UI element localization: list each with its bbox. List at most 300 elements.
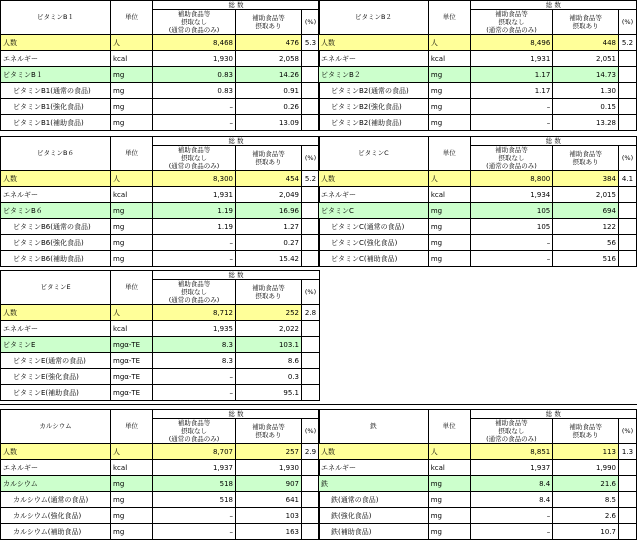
value-pct bbox=[302, 219, 320, 235]
row-label: カルシウム(強化食品) bbox=[1, 508, 111, 524]
value-without: – bbox=[153, 99, 236, 115]
value-pct bbox=[618, 83, 636, 99]
col-with-header: 補助食品等 摂取あり bbox=[553, 10, 619, 35]
value-without: 105 bbox=[470, 203, 553, 219]
value-with: 103 bbox=[236, 508, 302, 524]
value-pct bbox=[618, 460, 636, 476]
table-row bbox=[1, 524, 320, 540]
value-with: 454 bbox=[236, 171, 302, 187]
value-without: 1.19 bbox=[153, 203, 236, 219]
value-with: 10.7 bbox=[553, 524, 619, 540]
table-row bbox=[319, 460, 637, 476]
row-label: ビタミンB１ bbox=[1, 67, 111, 83]
table-row bbox=[1, 67, 320, 83]
row-unit: mg bbox=[111, 83, 153, 99]
value-with: 476 bbox=[236, 35, 302, 51]
table-row bbox=[319, 35, 637, 51]
table-title: ビタミンC bbox=[319, 137, 429, 171]
col-without-header: 補助食品等 摂取なし (通常の食品のみ) bbox=[153, 280, 236, 305]
col-pct-header: (%) bbox=[618, 419, 636, 444]
row-label: ビタミンB2(通常の食品) bbox=[319, 83, 429, 99]
col-without-header: 補助食品等 摂取なし (通常の食品のみ) bbox=[470, 146, 553, 171]
value-pct bbox=[302, 115, 320, 131]
row-label: エネルギー bbox=[1, 51, 111, 67]
value-without: 8,496 bbox=[470, 35, 553, 51]
table-row bbox=[319, 115, 637, 131]
value-without: 8.4 bbox=[470, 492, 553, 508]
table-row bbox=[1, 305, 320, 321]
table-row bbox=[1, 337, 320, 353]
row-label: ビタミンE(補助食品) bbox=[1, 385, 111, 401]
value-with: 0.26 bbox=[236, 99, 302, 115]
row-unit: kcal bbox=[111, 460, 153, 476]
value-pct bbox=[302, 51, 320, 67]
value-pct bbox=[302, 524, 320, 540]
row-unit: mgα-TE bbox=[111, 337, 153, 353]
value-pct: 2.8 bbox=[302, 305, 320, 321]
row-unit: mg bbox=[111, 203, 153, 219]
row-unit: mg bbox=[428, 492, 470, 508]
value-pct bbox=[618, 203, 636, 219]
table-row bbox=[319, 444, 637, 460]
value-with: 13.28 bbox=[553, 115, 619, 131]
value-pct: 5.2 bbox=[302, 171, 320, 187]
value-with: 14.26 bbox=[236, 67, 302, 83]
table-row bbox=[319, 492, 637, 508]
unit-header: 単位 bbox=[428, 1, 470, 35]
row-label: ビタミンE bbox=[1, 337, 111, 353]
table-row bbox=[1, 51, 320, 67]
col-with-header: 補助食品等 摂取あり bbox=[236, 280, 302, 305]
unit-header: 単位 bbox=[428, 137, 470, 171]
value-with: 113 bbox=[553, 444, 619, 460]
row-label: 人数 bbox=[1, 35, 111, 51]
row-label: カルシウム(補助食品) bbox=[1, 524, 111, 540]
value-pct bbox=[302, 337, 320, 353]
row-label: カルシウム(通常の食品) bbox=[1, 492, 111, 508]
col-with-header: 補助食品等 摂取あり bbox=[236, 419, 302, 444]
row-unit: mg bbox=[428, 67, 470, 83]
value-without: – bbox=[153, 235, 236, 251]
value-pct bbox=[302, 187, 320, 203]
col-without-header: 補助食品等 摂取なし (通常の食品のみ) bbox=[153, 10, 236, 35]
value-with: 2,022 bbox=[236, 321, 302, 337]
value-without: 8.3 bbox=[153, 337, 236, 353]
row-label: 人数 bbox=[1, 305, 111, 321]
value-with: 122 bbox=[553, 219, 619, 235]
value-pct bbox=[302, 251, 320, 267]
value-without: – bbox=[153, 251, 236, 267]
row-unit: mgα-TE bbox=[111, 353, 153, 369]
value-with: 163 bbox=[236, 524, 302, 540]
unit-header: 単位 bbox=[428, 410, 470, 444]
value-with: 2,015 bbox=[553, 187, 619, 203]
row-label: ビタミンB６ bbox=[1, 203, 111, 219]
value-pct: 2.9 bbox=[302, 444, 320, 460]
unit-header: 単位 bbox=[111, 410, 153, 444]
value-pct bbox=[302, 385, 320, 401]
row-unit: mg bbox=[428, 83, 470, 99]
table-row bbox=[319, 203, 637, 219]
col-with-header: 補助食品等 摂取あり bbox=[553, 419, 619, 444]
row-unit: 人 bbox=[428, 171, 470, 187]
value-with: 56 bbox=[553, 235, 619, 251]
value-without: – bbox=[153, 369, 236, 385]
row-label: ビタミンB1(通常の食品) bbox=[1, 83, 111, 99]
table-row bbox=[1, 321, 320, 337]
value-without: 1,934 bbox=[470, 187, 553, 203]
table-row bbox=[319, 251, 637, 267]
col-without-header: 補助食品等 摂取なし (通常の食品のみ) bbox=[153, 419, 236, 444]
col-without-header: 補助食品等 摂取なし (通常の食品のみ) bbox=[153, 146, 236, 171]
value-with: 14.73 bbox=[553, 67, 619, 83]
row-unit: mg bbox=[111, 115, 153, 131]
row-label: ビタミンC bbox=[319, 203, 429, 219]
nutrient-table bbox=[0, 0, 320, 131]
row-label: エネルギー bbox=[319, 460, 429, 476]
value-with: 1.27 bbox=[236, 219, 302, 235]
unit-header: 単位 bbox=[111, 137, 153, 171]
row-label: エネルギー bbox=[1, 460, 111, 476]
value-pct bbox=[618, 67, 636, 83]
table-row bbox=[1, 35, 320, 51]
col-pct-header: (%) bbox=[302, 10, 320, 35]
row-unit: mg bbox=[428, 524, 470, 540]
value-with: 252 bbox=[236, 305, 302, 321]
value-without: 8,707 bbox=[153, 444, 236, 460]
row-unit: mg bbox=[428, 235, 470, 251]
value-with: 907 bbox=[236, 476, 302, 492]
value-without: 1,935 bbox=[153, 321, 236, 337]
row-label: ビタミンC(補助食品) bbox=[319, 251, 429, 267]
table-row bbox=[1, 476, 320, 492]
value-pct bbox=[618, 508, 636, 524]
value-pct bbox=[618, 251, 636, 267]
col-pct-header: (%) bbox=[618, 146, 636, 171]
row-unit: kcal bbox=[111, 187, 153, 203]
row-label: ビタミンC(通常の食品) bbox=[319, 219, 429, 235]
row-label: エネルギー bbox=[1, 321, 111, 337]
table-title: 鉄 bbox=[319, 410, 429, 444]
value-without: 1,931 bbox=[470, 51, 553, 67]
section-divider bbox=[0, 404, 637, 405]
value-without: – bbox=[470, 115, 553, 131]
row-unit: 人 bbox=[111, 305, 153, 321]
nutrient-table bbox=[318, 409, 637, 540]
value-with: 0.91 bbox=[236, 83, 302, 99]
value-without: – bbox=[470, 99, 553, 115]
row-label: ビタミンE(強化食品) bbox=[1, 369, 111, 385]
table-row bbox=[1, 385, 320, 401]
row-label: 鉄(補助食品) bbox=[319, 524, 429, 540]
table-row bbox=[1, 83, 320, 99]
table-row bbox=[1, 251, 320, 267]
col-without-header: 補助食品等 摂取なし (通常の食品のみ) bbox=[470, 419, 553, 444]
value-with: 694 bbox=[553, 203, 619, 219]
value-with: 0.27 bbox=[236, 235, 302, 251]
col-pct-header: (%) bbox=[618, 10, 636, 35]
row-label: ビタミンB２ bbox=[319, 67, 429, 83]
total-header: 総 数 bbox=[153, 1, 320, 10]
table-row bbox=[1, 508, 320, 524]
value-without: 1,930 bbox=[153, 51, 236, 67]
value-without: 8.4 bbox=[470, 476, 553, 492]
value-without: 0.83 bbox=[153, 83, 236, 99]
table-title: ビタミンB１ bbox=[1, 1, 111, 35]
row-unit: mg bbox=[111, 492, 153, 508]
value-without: – bbox=[153, 508, 236, 524]
nutrient-table bbox=[318, 136, 637, 267]
value-pct bbox=[302, 353, 320, 369]
table-row bbox=[1, 460, 320, 476]
row-label: ビタミンB6(強化食品) bbox=[1, 235, 111, 251]
table-row bbox=[319, 508, 637, 524]
total-header: 総 数 bbox=[470, 1, 636, 10]
unit-header: 単位 bbox=[111, 271, 153, 305]
value-without: – bbox=[153, 115, 236, 131]
col-pct-header: (%) bbox=[302, 419, 320, 444]
value-pct bbox=[618, 492, 636, 508]
row-label: ビタミンE(通常の食品) bbox=[1, 353, 111, 369]
value-without: 518 bbox=[153, 492, 236, 508]
row-unit: 人 bbox=[111, 444, 153, 460]
row-unit: mg bbox=[428, 508, 470, 524]
value-without: 1.17 bbox=[470, 67, 553, 83]
table-title: ビタミンB２ bbox=[319, 1, 429, 35]
value-pct bbox=[618, 51, 636, 67]
table-row bbox=[319, 171, 637, 187]
total-header: 総 数 bbox=[470, 410, 636, 419]
row-unit: 人 bbox=[111, 171, 153, 187]
row-label: 人数 bbox=[1, 171, 111, 187]
value-without: 1.17 bbox=[470, 83, 553, 99]
table-row bbox=[319, 235, 637, 251]
value-with: 448 bbox=[553, 35, 619, 51]
row-label: ビタミンB6(補助食品) bbox=[1, 251, 111, 267]
value-pct bbox=[302, 67, 320, 83]
value-without: – bbox=[470, 508, 553, 524]
value-without: 1.19 bbox=[153, 219, 236, 235]
table-row bbox=[1, 369, 320, 385]
value-without: 8,300 bbox=[153, 171, 236, 187]
row-label: ビタミンB2(強化食品) bbox=[319, 99, 429, 115]
value-with: 16.96 bbox=[236, 203, 302, 219]
nutrient-table bbox=[318, 0, 637, 131]
value-with: 103.1 bbox=[236, 337, 302, 353]
value-pct bbox=[302, 203, 320, 219]
col-pct-header: (%) bbox=[302, 280, 320, 305]
row-unit: 人 bbox=[428, 444, 470, 460]
col-with-header: 補助食品等 摂取あり bbox=[236, 146, 302, 171]
row-unit: mg bbox=[428, 219, 470, 235]
value-pct: 5.2 bbox=[618, 35, 636, 51]
table-row bbox=[1, 444, 320, 460]
value-without: 518 bbox=[153, 476, 236, 492]
value-with: 95.1 bbox=[236, 385, 302, 401]
value-without: – bbox=[470, 235, 553, 251]
table-row bbox=[1, 99, 320, 115]
unit-header: 単位 bbox=[111, 1, 153, 35]
nutrient-table bbox=[0, 136, 320, 267]
row-label: ビタミンB2(補助食品) bbox=[319, 115, 429, 131]
row-label: 人数 bbox=[319, 444, 429, 460]
value-pct: 5.3 bbox=[302, 35, 320, 51]
value-with: 2,058 bbox=[236, 51, 302, 67]
row-label: ビタミンB1(補助食品) bbox=[1, 115, 111, 131]
row-label: 人数 bbox=[319, 171, 429, 187]
table-title: ビタミンB６ bbox=[1, 137, 111, 171]
value-without: 8.3 bbox=[153, 353, 236, 369]
total-header: 総 数 bbox=[470, 137, 636, 146]
value-without: – bbox=[470, 524, 553, 540]
table-title: ビタミンE bbox=[1, 271, 111, 305]
total-header: 総 数 bbox=[153, 137, 320, 146]
value-without: 8,851 bbox=[470, 444, 553, 460]
total-header: 総 数 bbox=[153, 271, 320, 280]
value-pct bbox=[618, 524, 636, 540]
value-with: 384 bbox=[553, 171, 619, 187]
value-pct bbox=[618, 115, 636, 131]
row-unit: mg bbox=[428, 476, 470, 492]
value-with: 1.30 bbox=[553, 83, 619, 99]
value-pct bbox=[618, 235, 636, 251]
table-row bbox=[319, 219, 637, 235]
value-with: 13.09 bbox=[236, 115, 302, 131]
row-label: 人数 bbox=[319, 35, 429, 51]
value-without: – bbox=[470, 251, 553, 267]
value-without: 1,937 bbox=[470, 460, 553, 476]
value-pct bbox=[302, 99, 320, 115]
value-with: 1,930 bbox=[236, 460, 302, 476]
row-label: エネルギー bbox=[319, 187, 429, 203]
value-without: 1,931 bbox=[153, 187, 236, 203]
total-header: 総 数 bbox=[153, 410, 320, 419]
row-unit: mg bbox=[111, 219, 153, 235]
value-with: 2.6 bbox=[553, 508, 619, 524]
table-row bbox=[319, 83, 637, 99]
row-label: エネルギー bbox=[319, 51, 429, 67]
nutrient-table bbox=[0, 409, 320, 540]
table-row bbox=[1, 115, 320, 131]
table-row bbox=[319, 476, 637, 492]
row-unit: mg bbox=[111, 476, 153, 492]
row-unit: mg bbox=[111, 67, 153, 83]
table-row bbox=[319, 67, 637, 83]
row-unit: 人 bbox=[428, 35, 470, 51]
col-with-header: 補助食品等 摂取あり bbox=[553, 146, 619, 171]
row-unit: mg bbox=[111, 508, 153, 524]
table-row bbox=[1, 492, 320, 508]
row-unit: mg bbox=[111, 524, 153, 540]
value-pct bbox=[618, 187, 636, 203]
table-row bbox=[1, 203, 320, 219]
value-with: 15.42 bbox=[236, 251, 302, 267]
row-unit: kcal bbox=[428, 187, 470, 203]
row-label: エネルギー bbox=[1, 187, 111, 203]
value-pct: 1.3 bbox=[618, 444, 636, 460]
value-without: 8,712 bbox=[153, 305, 236, 321]
value-with: 1,990 bbox=[553, 460, 619, 476]
value-pct bbox=[618, 476, 636, 492]
row-label: 鉄 bbox=[319, 476, 429, 492]
value-with: 2,049 bbox=[236, 187, 302, 203]
table-row bbox=[319, 51, 637, 67]
table-row bbox=[1, 219, 320, 235]
value-with: 0.3 bbox=[236, 369, 302, 385]
value-with: 516 bbox=[553, 251, 619, 267]
value-with: 8.5 bbox=[553, 492, 619, 508]
value-pct bbox=[302, 476, 320, 492]
table-row bbox=[1, 171, 320, 187]
col-with-header: 補助食品等 摂取あり bbox=[236, 10, 302, 35]
value-with: 21.6 bbox=[553, 476, 619, 492]
table-row bbox=[319, 524, 637, 540]
row-unit: mg bbox=[428, 115, 470, 131]
value-without: 105 bbox=[470, 219, 553, 235]
table-title: カルシウム bbox=[1, 410, 111, 444]
value-with: 641 bbox=[236, 492, 302, 508]
row-unit: 人 bbox=[111, 35, 153, 51]
value-pct bbox=[618, 99, 636, 115]
value-pct bbox=[302, 321, 320, 337]
row-unit: mg bbox=[428, 203, 470, 219]
row-label: ビタミンB1(強化食品) bbox=[1, 99, 111, 115]
value-pct: 4.1 bbox=[618, 171, 636, 187]
row-label: 人数 bbox=[1, 444, 111, 460]
value-with: 0.15 bbox=[553, 99, 619, 115]
value-pct bbox=[302, 460, 320, 476]
value-without: – bbox=[153, 385, 236, 401]
value-without: 1,937 bbox=[153, 460, 236, 476]
value-pct bbox=[302, 508, 320, 524]
row-unit: kcal bbox=[428, 51, 470, 67]
row-unit: mgα-TE bbox=[111, 369, 153, 385]
value-without: 8,468 bbox=[153, 35, 236, 51]
table-row bbox=[1, 235, 320, 251]
value-pct bbox=[302, 492, 320, 508]
row-unit: mg bbox=[111, 251, 153, 267]
table-row bbox=[1, 187, 320, 203]
value-without: 8,800 bbox=[470, 171, 553, 187]
row-label: 鉄(強化食品) bbox=[319, 508, 429, 524]
value-without: 0.83 bbox=[153, 67, 236, 83]
table-row bbox=[319, 187, 637, 203]
row-unit: mg bbox=[428, 251, 470, 267]
col-pct-header: (%) bbox=[302, 146, 320, 171]
row-unit: mg bbox=[111, 235, 153, 251]
row-label: 鉄(通常の食品) bbox=[319, 492, 429, 508]
value-with: 8.6 bbox=[236, 353, 302, 369]
row-unit: mg bbox=[111, 99, 153, 115]
value-pct bbox=[302, 235, 320, 251]
row-unit: kcal bbox=[428, 460, 470, 476]
row-unit: mg bbox=[428, 99, 470, 115]
value-with: 257 bbox=[236, 444, 302, 460]
row-unit: mgα-TE bbox=[111, 385, 153, 401]
row-label: ビタミンC(強化食品) bbox=[319, 235, 429, 251]
value-without: – bbox=[153, 524, 236, 540]
table-row bbox=[319, 99, 637, 115]
table-row bbox=[1, 353, 320, 369]
row-unit: kcal bbox=[111, 321, 153, 337]
col-without-header: 補助食品等 摂取なし (通常の食品のみ) bbox=[470, 10, 553, 35]
row-label: カルシウム bbox=[1, 476, 111, 492]
row-label: ビタミンB6(通常の食品) bbox=[1, 219, 111, 235]
value-pct bbox=[302, 369, 320, 385]
value-pct bbox=[302, 83, 320, 99]
nutrient-table bbox=[0, 270, 320, 401]
value-with: 2,051 bbox=[553, 51, 619, 67]
